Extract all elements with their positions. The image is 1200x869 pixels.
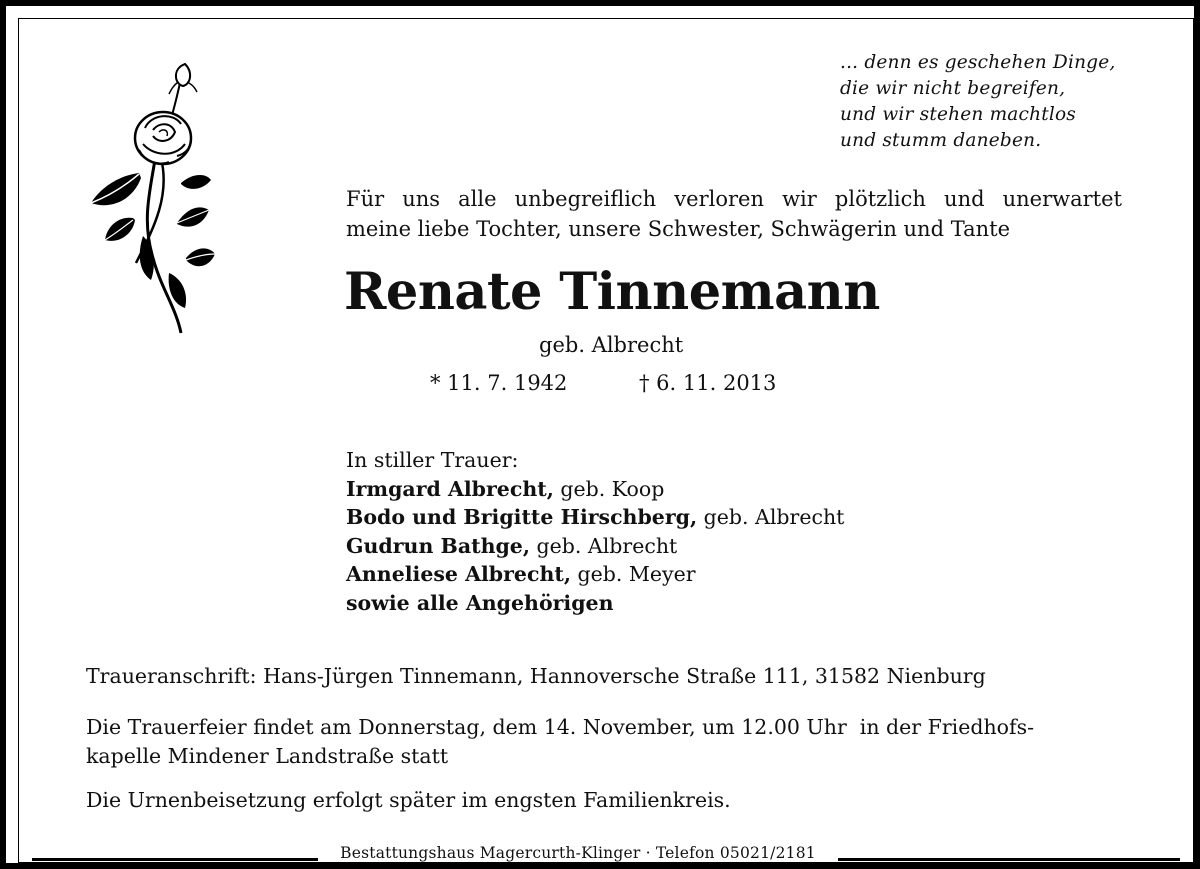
service-line: Die Trauerfeier findet am Donnerstag, dem 14. November, um 12.00 Uhr in der Friedhofs- bbox=[86, 715, 1035, 739]
quote-line: und stumm daneben. bbox=[840, 130, 1042, 151]
mourner-name: Bodo und Brigitte Hirschberg, bbox=[346, 505, 698, 529]
urn-info: Die Urnenbeisetzung erfolgt später im engsten Familienkreis. bbox=[86, 788, 731, 812]
mourner-suffix: geb. Albrecht bbox=[697, 505, 845, 529]
birth-date: * 11. 7. 1942 bbox=[430, 371, 568, 395]
mourner-suffix: geb. Koop bbox=[553, 476, 665, 501]
quote bbox=[840, 50, 1170, 154]
list-item bbox=[346, 475, 966, 504]
mourner-name: Irmgard Albrecht, bbox=[346, 476, 554, 501]
mourners-closing bbox=[346, 589, 966, 618]
funeral-home: Bestattungshaus Magercurth-Klinger · Telefon 05021/2181 bbox=[340, 844, 816, 862]
footer bbox=[32, 842, 1180, 864]
mourning-address: Traueranschrift: Hans-Jürgen Tinnemann, Hannoversche Straße 111, 31582 Nienburg bbox=[86, 664, 986, 688]
mourner-suffix: geb. Meyer bbox=[570, 562, 696, 586]
mourners-heading: In stiller Trauer: bbox=[346, 448, 519, 472]
footer-rule-left bbox=[32, 858, 318, 861]
intro-line: meine liebe Tochter, unsere Schwester, Schwägerin und Tante bbox=[346, 217, 1010, 241]
mourner-name: Anneliese Albrecht, bbox=[346, 562, 571, 586]
mourner-suffix: geb. Albrecht bbox=[530, 533, 678, 558]
intro-line: Für uns alle unbegreiflich verloren wir plötzlich und unerwartet bbox=[346, 187, 1122, 211]
maiden-name: geb. Albrecht bbox=[539, 333, 684, 357]
quote-line: die wir nicht begreifen, bbox=[840, 78, 1066, 99]
intro-text bbox=[346, 184, 1122, 244]
rose-icon bbox=[81, 58, 221, 338]
deceased-name: Renate Tinnemann bbox=[344, 262, 880, 322]
service-line: kapelle Mindener Landstraße statt bbox=[86, 744, 449, 768]
list-item bbox=[346, 532, 966, 561]
service-info bbox=[86, 713, 1146, 771]
quote-line: ... denn es geschehen Dinge, bbox=[840, 52, 1116, 73]
mourners-closing-text: sowie alle Angehörigen bbox=[346, 590, 614, 615]
list-item bbox=[346, 560, 966, 589]
death-date: † 6. 11. 2013 bbox=[639, 371, 777, 395]
mourner-name: Gudrun Bathge, bbox=[346, 533, 530, 558]
mourners-list bbox=[346, 446, 966, 617]
list-item bbox=[346, 503, 966, 532]
quote-line: und wir stehen machtlos bbox=[840, 104, 1076, 125]
footer-rule-right bbox=[838, 858, 1180, 861]
